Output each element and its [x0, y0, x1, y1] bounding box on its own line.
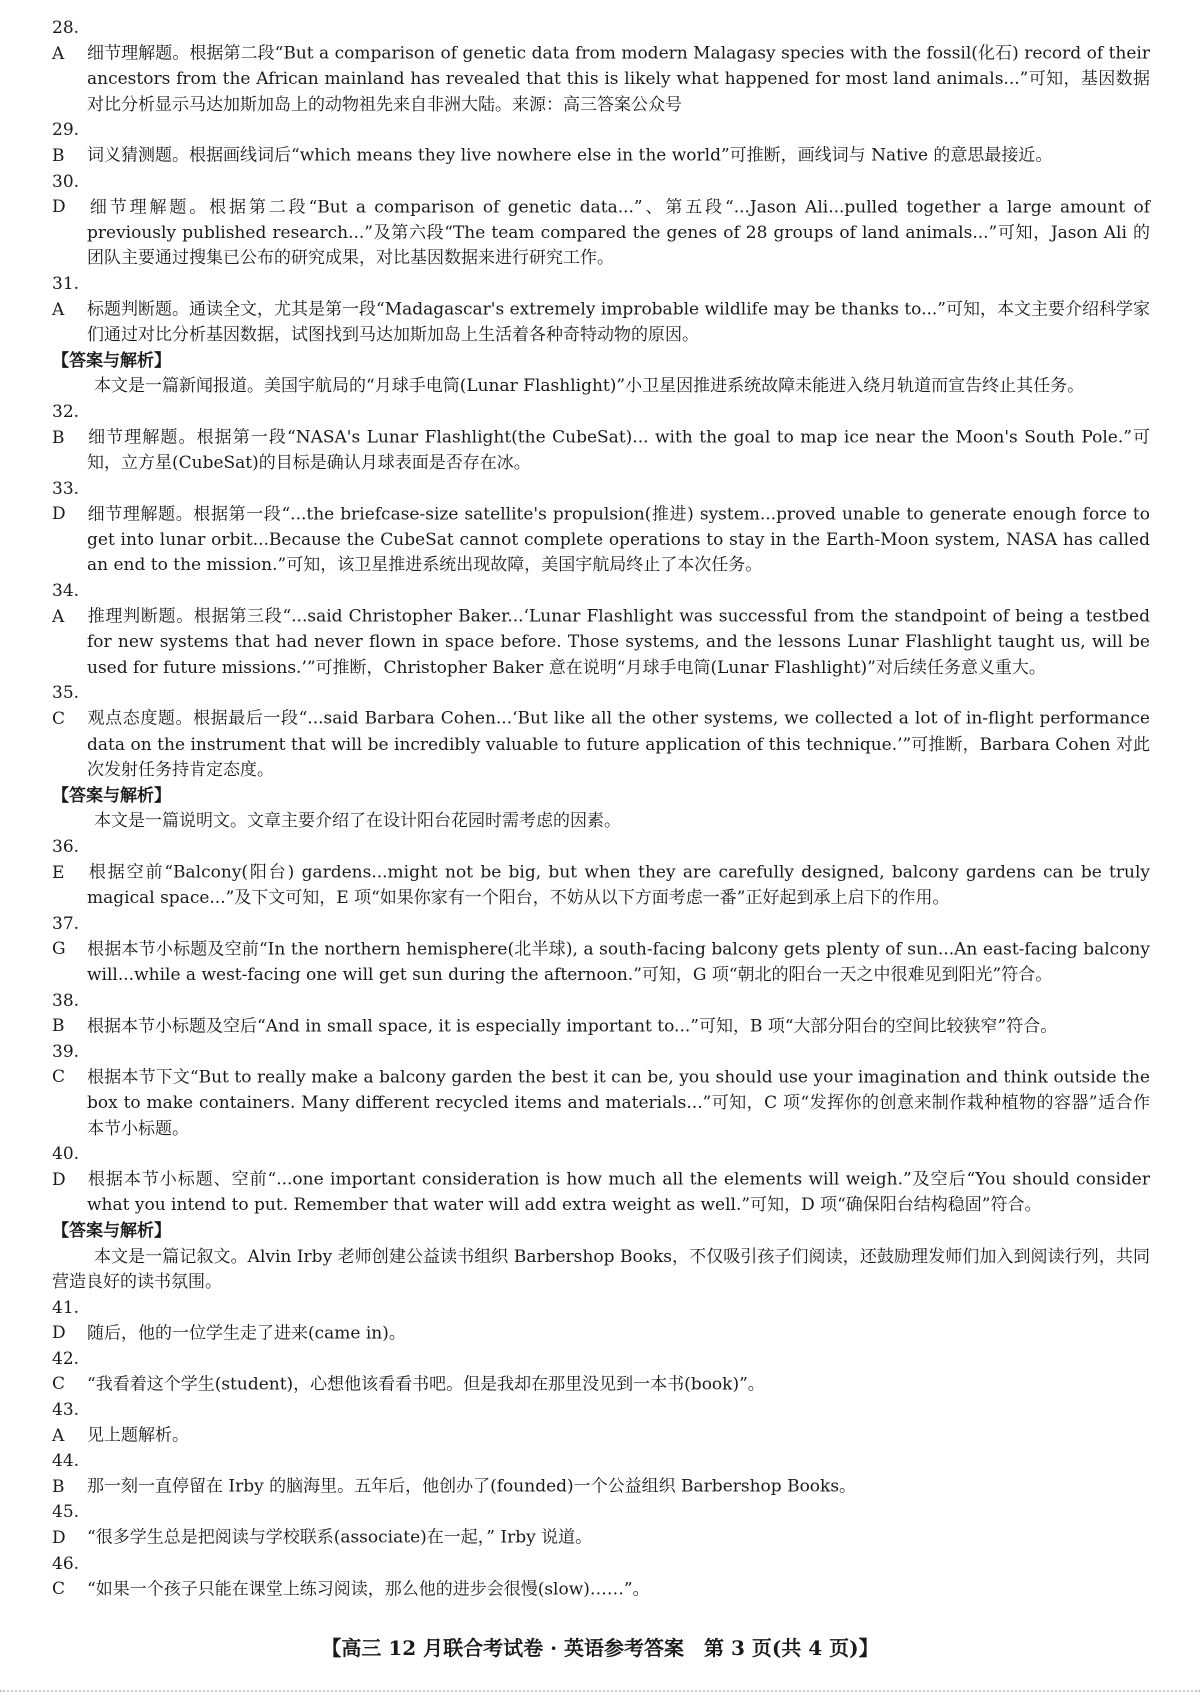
answer-explanation: 细节理解题。根据第二段“But a comparison of genetic data...”、第五段“...Jason Ali...pulled together a large amount of previously published research...”及第六段“The team compared the genes of 28 groups of land animals...”可知，Jason Ali 的团队主要通过搜集已公布的研究成果，对比基因数据来进行研究工作。	[87, 197, 1150, 269]
answer-item	[52, 1500, 1150, 1551]
answer-number: 31. A	[52, 273, 80, 320]
answer-explanation: 随后，他的一位学生走了进来(came in)。	[87, 1323, 406, 1344]
answer-number: 45. D	[52, 1502, 80, 1549]
passage-summary: 本文是一篇新闻报道。美国宇航局的“月球手电筒(Lunar Flashlight)”小卫星因推进系统故障未能进入绕月轨道而宣告终止其任务。	[94, 376, 1085, 397]
answer-item	[52, 681, 1150, 783]
answer-number: 44. B	[52, 1451, 80, 1497]
answer-number: 37. G	[52, 913, 80, 960]
answer-explanation: 那一刻一直停留在 Irby 的脑海里。五年后，他创办了(founded)一个公益组织 Barbershop Books。	[87, 1476, 857, 1497]
answer-number: 35. C	[52, 683, 80, 730]
answer-number: 29. B	[52, 120, 80, 166]
answer-number: 30. D	[52, 171, 80, 218]
answer-item	[52, 1449, 1150, 1500]
answer-item	[52, 272, 1150, 349]
answer-explanation: “我看着这个学生(student)，心想他该看看书吧。但是我却在那里没见到一本书(book)”。	[87, 1374, 765, 1395]
answer-number: 28. A	[52, 18, 80, 64]
answer-number: 41. D	[52, 1297, 80, 1344]
answer-item	[52, 579, 1150, 681]
answer-item	[52, 989, 1150, 1040]
answer-explanation: 词义猜测题。根据画线词后“which means they live nowhere else in the world”可推断，画线词与 Native 的意思最接近。	[87, 145, 1053, 166]
answer-item	[52, 170, 1150, 272]
answer-explanation: 观点态度题。根据最后一段“...said Barbara Cohen...‘But like all the other systems, we collected a lot of in-flight performance data on the instrument that will be incredibly valuable to future application of this technique.’”可推断，Barbara Cohen 对此次发射任务持肯定态度。	[87, 709, 1150, 781]
answer-number: 46. C	[52, 1553, 80, 1600]
answer-number: 34. A	[52, 581, 80, 627]
answer-item	[52, 16, 1150, 118]
answer-explanation: 根据本节下文“But to really make a balcony garden the best it can be, you should use your imagination and think outside the box to make containers. Many different recycled items and materials...”可知，C 项“发挥你的创意来制作栽种植物的容器”适合作本节小标题。	[87, 1067, 1150, 1139]
answer-item	[52, 912, 1150, 989]
answer-explanation: “很多学生总是把阅读与学校联系(associate)在一起，” Irby 说道。	[87, 1528, 593, 1549]
section-heading: 【答案与解析】	[52, 785, 171, 806]
answer-explanation: 细节理解题。根据第一段“NASA's Lunar Flashlight(the CubeSat)... with the goal to map ice near the Moon's South Pole.”可知，立方星(CubeSat)的目标是确认月球表面是否存在冰。	[87, 427, 1150, 474]
answer-explanation: 细节理解题。根据第二段“But a comparison of genetic data from modern Malagasy species with the fossil(化石) record of their ancestors from the African mainland has revealed that this is likely what happened for most land animals...”可知，基因数据对比分析显示马达加斯加岛上的动物祖先来自非洲大陆。来源：高三答案公众号	[87, 43, 1150, 115]
section-heading: 【答案与解析】	[52, 350, 171, 371]
answer-number: 32. B	[52, 401, 80, 448]
answer-key-content	[52, 16, 1150, 1603]
answer-item	[52, 1296, 1150, 1347]
answer-number: 43. A	[52, 1400, 80, 1446]
answer-number: 38. B	[52, 990, 80, 1037]
answer-number: 42. C	[52, 1348, 80, 1395]
answer-item	[52, 477, 1150, 579]
answer-number: 33. D	[52, 478, 80, 525]
passage-summary: 本文是一篇说明文。文章主要介绍了在设计阳台花园时需考虑的因素。	[94, 811, 621, 832]
answer-item	[52, 1040, 1150, 1142]
answer-explanation: 根据空前“Balcony(阳台) gardens...might not be big, but when they are carefully designed, balcony gardens can be truly magical space...”及下文可知，E 项“如果你家有一个阳台，不妨从以下方面考虑一番”正好起到承上启下的作用。	[87, 862, 1150, 909]
answer-number: 39. C	[52, 1041, 80, 1088]
answer-explanation: 标题判断题。通读全文，尤其是第一段“Madagascar's extremely improbable wildlife may be thanks to...”可知，本文主要介绍科学家们通过对比分析基因数据，试图找到马达加斯加岛上生活着各种奇特动物的原因。	[87, 299, 1150, 346]
answer-explanation: 根据本节小标题及空后“And in small space, it is especially important to...”可知，B 项“大部分阳台的空间比较狭窄”符合。	[87, 1016, 1058, 1037]
section-heading: 【答案与解析】	[52, 1220, 171, 1241]
answer-item	[52, 1347, 1150, 1398]
answer-number: 40. D	[52, 1144, 80, 1190]
answer-item	[52, 400, 1150, 477]
answer-explanation: 根据本节小标题、空前“...one important consideration is how much all the elements will weigh.”及空后“You should consider what you intend to put. Remember that water will add extra weight as well.”可知，D 项“确保阳台结构稳固”符合。	[87, 1169, 1150, 1216]
answer-item	[52, 1552, 1150, 1603]
page-footer: 【高三 12 月联合考试卷 · 英语参考答案 第 3 页(共 4 页)】	[321, 1636, 879, 1660]
answer-item	[52, 1142, 1150, 1219]
answer-item	[52, 118, 1150, 169]
answer-explanation: 见上题解析。	[87, 1425, 189, 1446]
passage-summary: 本文是一篇记叙文。Alvin Irby 老师创建公益读书组织 Barbershop Books，不仅吸引孩子们阅读，还鼓励理发师们加入到阅读行列，共同营造良好的读书氛围。	[52, 1246, 1150, 1293]
answer-explanation: 根据本节小标题及空前“In the northern hemisphere(北半球), a south-facing balcony gets plenty of sun...An east-facing balcony will...while a west-facing one will get sun during the afternoon.”可知，G 项“朝北的阳台一天之中很难见到阳光”符合。	[87, 939, 1150, 985]
answer-explanation: “如果一个孩子只能在课堂上练习阅读，那么他的进步会很慢(slow)……”。	[87, 1579, 650, 1600]
bottom-dotted-border	[0, 1690, 1200, 1692]
answer-explanation: 细节理解题。根据第一段“...the briefcase-size satellite's propulsion(推进) system...proved unable to generate enough force to get into lunar orbit...Because the CubeSat cannot complete operations to stay in the Earth-Moon system, NASA has called an end to the mission.”可知，该卫星推进系统出现故障，美国宇航局终止了本次任务。	[87, 504, 1150, 576]
answer-item	[52, 1398, 1150, 1449]
answer-explanation: 推理判断题。根据第三段“...said Christopher Baker...‘Lunar Flashlight was successful from the standpoint of being a testbed for new systems that had never flown in space before. Those systems, and the lessons Lunar Flashlight taught us, will be used for future missions.’”可推断，Christopher Baker 意在说明“月球手电筒(Lunar Flashlight)”对后续任务意义重大。	[87, 606, 1150, 678]
answer-number: 36. E	[52, 837, 80, 883]
answer-item	[52, 835, 1150, 912]
